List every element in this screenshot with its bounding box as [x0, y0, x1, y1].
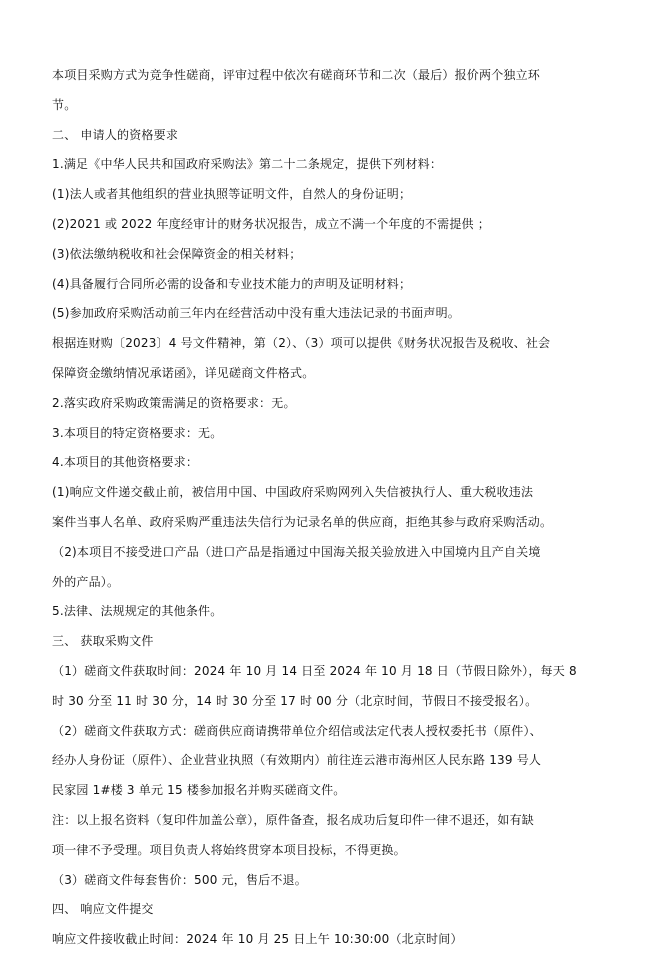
- list-item: （2)本项目不接受进口产品（进口产品是指通过中国海关报关验放进入中国境内且产自关境: [52, 544, 541, 559]
- list-item: (1)法人或者其他组织的营业执照等证明文件，自然人的身份证明；: [52, 187, 412, 202]
- list-item: 1.满足《中华人民共和国政府采购法》第二十二条规定，提供下列材料：: [52, 157, 443, 172]
- paragraph-text: 保障资金缴纳情况承诺函》，详见磋商文件格式。: [52, 365, 315, 380]
- list-item: 3.本项目的特定资格要求：无。: [52, 425, 223, 440]
- note-text: 注：以上报名资料（复印件加盖公章），原件备查，报名成功后复印件一律不退还，如有缺: [52, 812, 535, 827]
- list-item: （2）磋商文件获取方式：磋商供应商请携带单位介绍信或法定代表人授权委托书（原件）、: [52, 723, 542, 738]
- section-heading-response-submission: 四、 响应文件提交: [52, 902, 154, 917]
- paragraph-procurement-method: 本项目采购方式为竞争性磋商，评审过程中依次有磋商环节和二次（最后）报价两个独立环: [52, 68, 541, 82]
- list-item: 时 30 分至 11 时 30 分，14 时 30 分至 17 时 00 分（北京时间，节假日不接受报名）。: [52, 693, 538, 708]
- list-item: (5)参加政府采购活动前三年内在经营活动中没有重大违法记录的书面声明。: [52, 306, 461, 321]
- list-item: (3)依法缴纳税收和社会保障资金的相关材料；: [52, 246, 302, 261]
- list-item: 4.本项目的其他资格要求：: [52, 455, 199, 470]
- list-item: （1）磋商文件获取时间：2024 年 10 月 14 日至 2024 年 10 月 18 日（节假日除外），每天 8: [52, 663, 577, 678]
- list-item: （3）磋商文件每套售价：500 元，售后不退。: [52, 872, 307, 887]
- list-item: 2.落实政府采购政策需满足的资格要求：无。: [52, 395, 296, 410]
- paragraph-text: 根据连财购〔2023〕4 号文件精神，第（2）、（3）项可以提供《财务状况报告及税收、社会: [52, 336, 551, 351]
- note-text: 项一律不予受理。项目负责人将始终贯穿本项目投标，不得更换。: [52, 842, 406, 857]
- paragraph-deadline: 响应文件接收截止时间：2024 年 10 月 25 日上午 10:30:00（北京时间）: [52, 932, 463, 947]
- list-item: 5.法律、法规规定的其他条件。: [52, 604, 223, 619]
- list-item: 民家园 1#楼 3 单元 15 楼参加报名并购买磋商文件。: [52, 783, 346, 798]
- paragraph-procurement-method-cont: 节。: [52, 97, 77, 112]
- section-heading-obtain-documents: 三、 获取采购文件: [52, 634, 154, 649]
- list-item: (1)响应文件递交截止前，被信用中国、中国政府采购网列入失信被执行人、重大税收违法: [52, 485, 534, 500]
- list-item: (4)具备履行合同所必需的设备和专业技术能力的声明及证明材料；: [52, 276, 412, 291]
- list-item: 经办人身份证（原件）、企业营业执照（有效期内）前往连云港市海州区人民东路 139 号人: [52, 753, 542, 768]
- list-item: (2)2021 或 2022 年度经审计的财务状况报告，成立不满一个年度的不需提供 ；: [52, 216, 490, 231]
- list-item: 外的产品）。: [52, 574, 120, 589]
- document-body: [52, 61, 612, 955]
- list-item: 案件当事人名单、政府采购严重违法失信行为记录名单的供应商，拒绝其参与政府采购活动。: [52, 514, 553, 529]
- section-heading-qualifications: 二、 申请人的资格要求: [52, 127, 179, 142]
